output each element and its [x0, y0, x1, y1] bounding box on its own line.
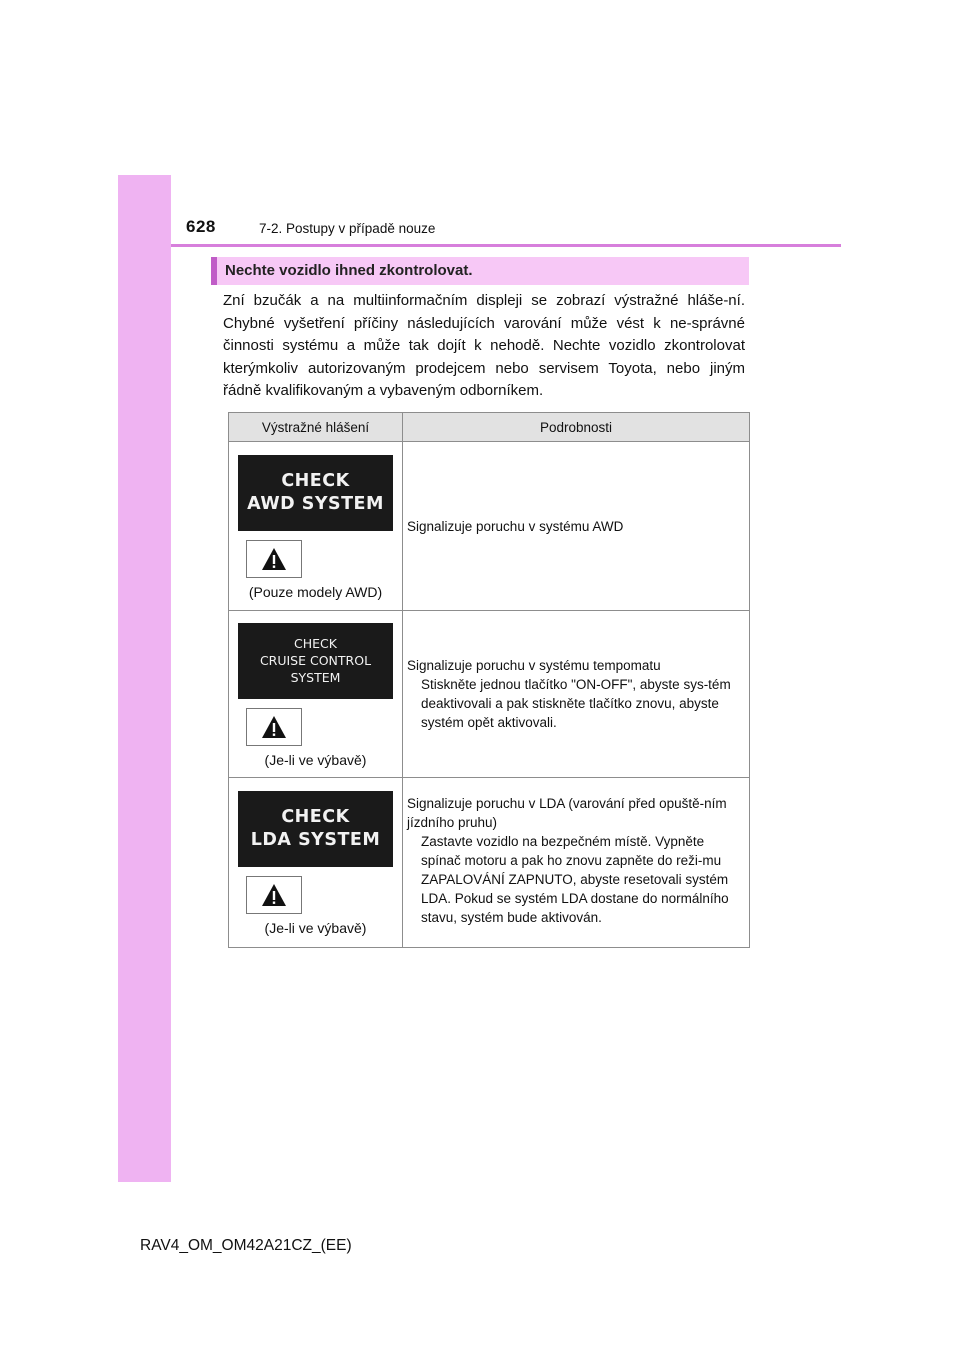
- section-heading: Nechte vozidlo ihned zkontrolovat.: [211, 257, 749, 285]
- display-line: CRUISE CONTROL: [259, 653, 372, 668]
- display-screen: [238, 623, 393, 699]
- page-number: 628: [186, 217, 216, 236]
- detail-instruction: Zastavte vozidlo na bezpečném místě. Vypněte spínač motoru a pak ho znovu zapněte do reži-mu ZAPALOVÁNÍ ZAPNUTO, abyste resetovali systém LDA. Pokud se systém LDA dostane do normálního stavu, systém bude aktivován.: [421, 834, 729, 925]
- detail-main: Signalizuje poruchu v LDA (varování před opuště-ním jízdního pruhu): [407, 796, 727, 830]
- display-screen: [238, 791, 393, 867]
- display-line: AWD SYSTEM: [247, 493, 384, 514]
- model-note: (Pouze modely AWD): [248, 583, 383, 600]
- warning-triangle-icon: [246, 708, 302, 746]
- details-cell: [403, 778, 750, 948]
- detail-main: Signalizuje poruchu v systému AWD: [407, 518, 624, 534]
- display-line: CHECK: [294, 636, 337, 651]
- section-title: 7-2. Postupy v případě nouze: [259, 221, 436, 236]
- table-row: [229, 442, 750, 611]
- detail-main: Signalizuje poruchu v systému tempomatu: [407, 658, 661, 673]
- message-cell: [229, 442, 403, 611]
- message-cell: [229, 778, 403, 948]
- intro-paragraph: Zní bzučák a na multiinformačním displeji se zobrazí výstražné hláše-ní. Chybné vyšetření příčiny následujících varování může vést k ne-správné činnosti systému a může tak dojít k nehodě. Nechte vozidlo zkontrolovat kterýmkoliv autorizovaným prodejcem nebo servisem Toyota, nebo jiným řádně kvalifikovaným a vybaveným odborníkem.: [223, 292, 745, 399]
- display-screen: [238, 455, 393, 531]
- display-line: CHECK: [281, 470, 350, 491]
- column-header-details: Podrobnosti: [403, 413, 750, 442]
- table-header-row: [229, 413, 750, 442]
- message-cell: [229, 611, 403, 778]
- display-line: CHECK: [281, 807, 350, 827]
- warning-triangle-icon: [246, 876, 302, 914]
- model-note: (Je-li ve výbavě): [264, 920, 367, 936]
- table-row: [229, 778, 750, 948]
- detail-instruction: Stiskněte jednou tlačítko "ON-OFF", abyste sys-tém deaktivovali a pak stiskněte tlačítko znovu, abyste systém opět aktivovali.: [421, 677, 731, 730]
- model-note: (Je-li ve výbavě): [264, 751, 367, 768]
- display-line: SYSTEM: [290, 670, 341, 685]
- table-row: [229, 611, 750, 778]
- column-header-message: Výstražné hlášení: [229, 413, 403, 442]
- header-rule: [171, 244, 841, 247]
- details-cell: [403, 442, 750, 611]
- display-line: LDA SYSTEM: [250, 830, 381, 850]
- footer-code: RAV4_OM_OM42A21CZ_(EE): [140, 1237, 352, 1254]
- side-tab-band: [118, 175, 171, 1182]
- warning-table: [228, 412, 750, 948]
- details-cell: [403, 611, 750, 778]
- warning-triangle-icon: [246, 540, 302, 578]
